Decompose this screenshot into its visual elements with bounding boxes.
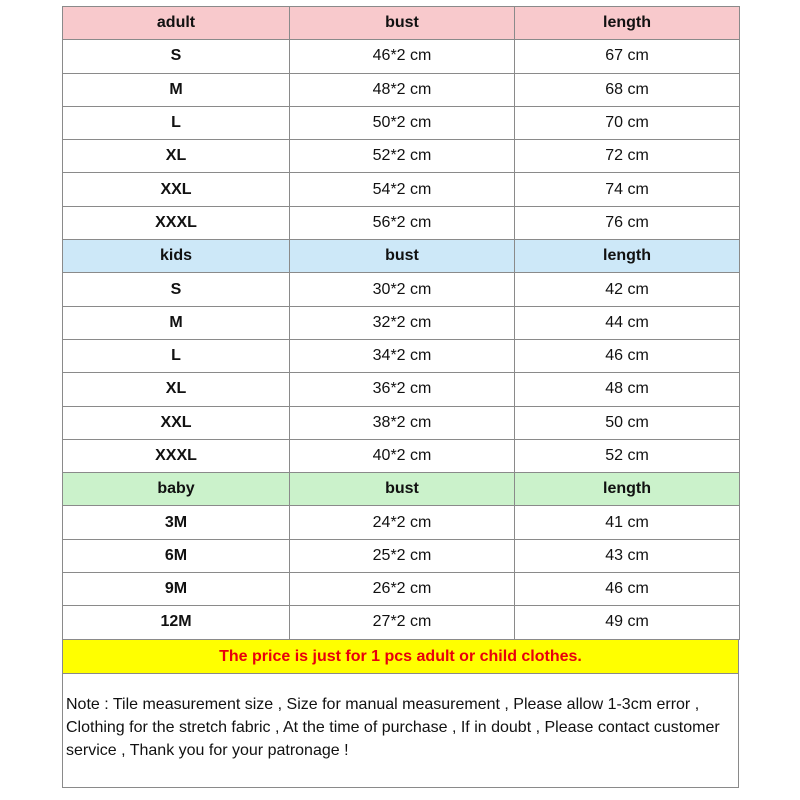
size-cell: 6M <box>63 539 290 572</box>
size-cell: 3M <box>63 506 290 539</box>
bust-cell: 32*2 cm <box>290 306 515 339</box>
size-cell: S <box>63 40 290 73</box>
length-cell: 52 cm <box>515 439 740 472</box>
size-table-body <box>63 7 740 640</box>
bust-cell: 26*2 cm <box>290 573 515 606</box>
size-cell: XXXL <box>63 206 290 239</box>
table-row <box>63 173 740 206</box>
size-cell: S <box>63 273 290 306</box>
table-row <box>63 273 740 306</box>
table-row <box>63 140 740 173</box>
size-cell: XXL <box>63 406 290 439</box>
bust-cell: 30*2 cm <box>290 273 515 306</box>
length-cell: 43 cm <box>515 539 740 572</box>
length-cell: 74 cm <box>515 173 740 206</box>
length-cell: 68 cm <box>515 73 740 106</box>
length-cell: 76 cm <box>515 206 740 239</box>
size-cell: M <box>63 306 290 339</box>
length-cell: 46 cm <box>515 573 740 606</box>
baby-header-cell: length <box>515 473 740 506</box>
table-row <box>63 306 740 339</box>
bust-cell: 46*2 cm <box>290 40 515 73</box>
size-cell: XL <box>63 140 290 173</box>
bust-cell: 54*2 cm <box>290 173 515 206</box>
table-row <box>63 406 740 439</box>
table-row <box>63 40 740 73</box>
bust-cell: 25*2 cm <box>290 539 515 572</box>
adult-header-cell: bust <box>290 7 515 40</box>
baby-header-row <box>63 473 740 506</box>
length-cell: 70 cm <box>515 106 740 139</box>
length-cell: 67 cm <box>515 40 740 73</box>
bust-cell: 38*2 cm <box>290 406 515 439</box>
size-cell: M <box>63 73 290 106</box>
table-row <box>63 539 740 572</box>
size-cell: L <box>63 339 290 372</box>
table-row <box>63 73 740 106</box>
bust-cell: 34*2 cm <box>290 339 515 372</box>
table-row <box>63 506 740 539</box>
bust-cell: 50*2 cm <box>290 106 515 139</box>
table-row <box>63 206 740 239</box>
bust-cell: 27*2 cm <box>290 606 515 639</box>
size-table <box>62 6 740 640</box>
size-cell: 12M <box>63 606 290 639</box>
kids-header-cell: length <box>515 240 740 273</box>
size-cell: XXXL <box>63 439 290 472</box>
size-chart <box>62 6 739 788</box>
bust-cell: 52*2 cm <box>290 140 515 173</box>
length-cell: 48 cm <box>515 373 740 406</box>
measurement-note: Note : Tile measurement size , Size for manual measurement , Please allow 1-3cm error , Clothing for the stretch fabric , At the time of purchase , If in doubt , Please contact customer service , Thank you for your patronage ! <box>62 674 739 788</box>
adult-header-cell: adult <box>63 7 290 40</box>
baby-header-cell: baby <box>63 473 290 506</box>
adult-header-cell: length <box>515 7 740 40</box>
bust-cell: 24*2 cm <box>290 506 515 539</box>
length-cell: 42 cm <box>515 273 740 306</box>
length-cell: 49 cm <box>515 606 740 639</box>
length-cell: 72 cm <box>515 140 740 173</box>
table-row <box>63 439 740 472</box>
table-row <box>63 339 740 372</box>
length-cell: 46 cm <box>515 339 740 372</box>
size-cell: L <box>63 106 290 139</box>
bust-cell: 56*2 cm <box>290 206 515 239</box>
bust-cell: 48*2 cm <box>290 73 515 106</box>
price-notice: The price is just for 1 pcs adult or child clothes. <box>62 640 739 674</box>
table-row <box>63 106 740 139</box>
bust-cell: 36*2 cm <box>290 373 515 406</box>
kids-header-cell: bust <box>290 240 515 273</box>
table-row <box>63 606 740 639</box>
size-cell: XL <box>63 373 290 406</box>
baby-header-cell: bust <box>290 473 515 506</box>
length-cell: 41 cm <box>515 506 740 539</box>
table-row <box>63 373 740 406</box>
adult-header-row <box>63 7 740 40</box>
kids-header-row <box>63 240 740 273</box>
bust-cell: 40*2 cm <box>290 439 515 472</box>
size-cell: XXL <box>63 173 290 206</box>
size-cell: 9M <box>63 573 290 606</box>
length-cell: 44 cm <box>515 306 740 339</box>
length-cell: 50 cm <box>515 406 740 439</box>
table-row <box>63 573 740 606</box>
kids-header-cell: kids <box>63 240 290 273</box>
